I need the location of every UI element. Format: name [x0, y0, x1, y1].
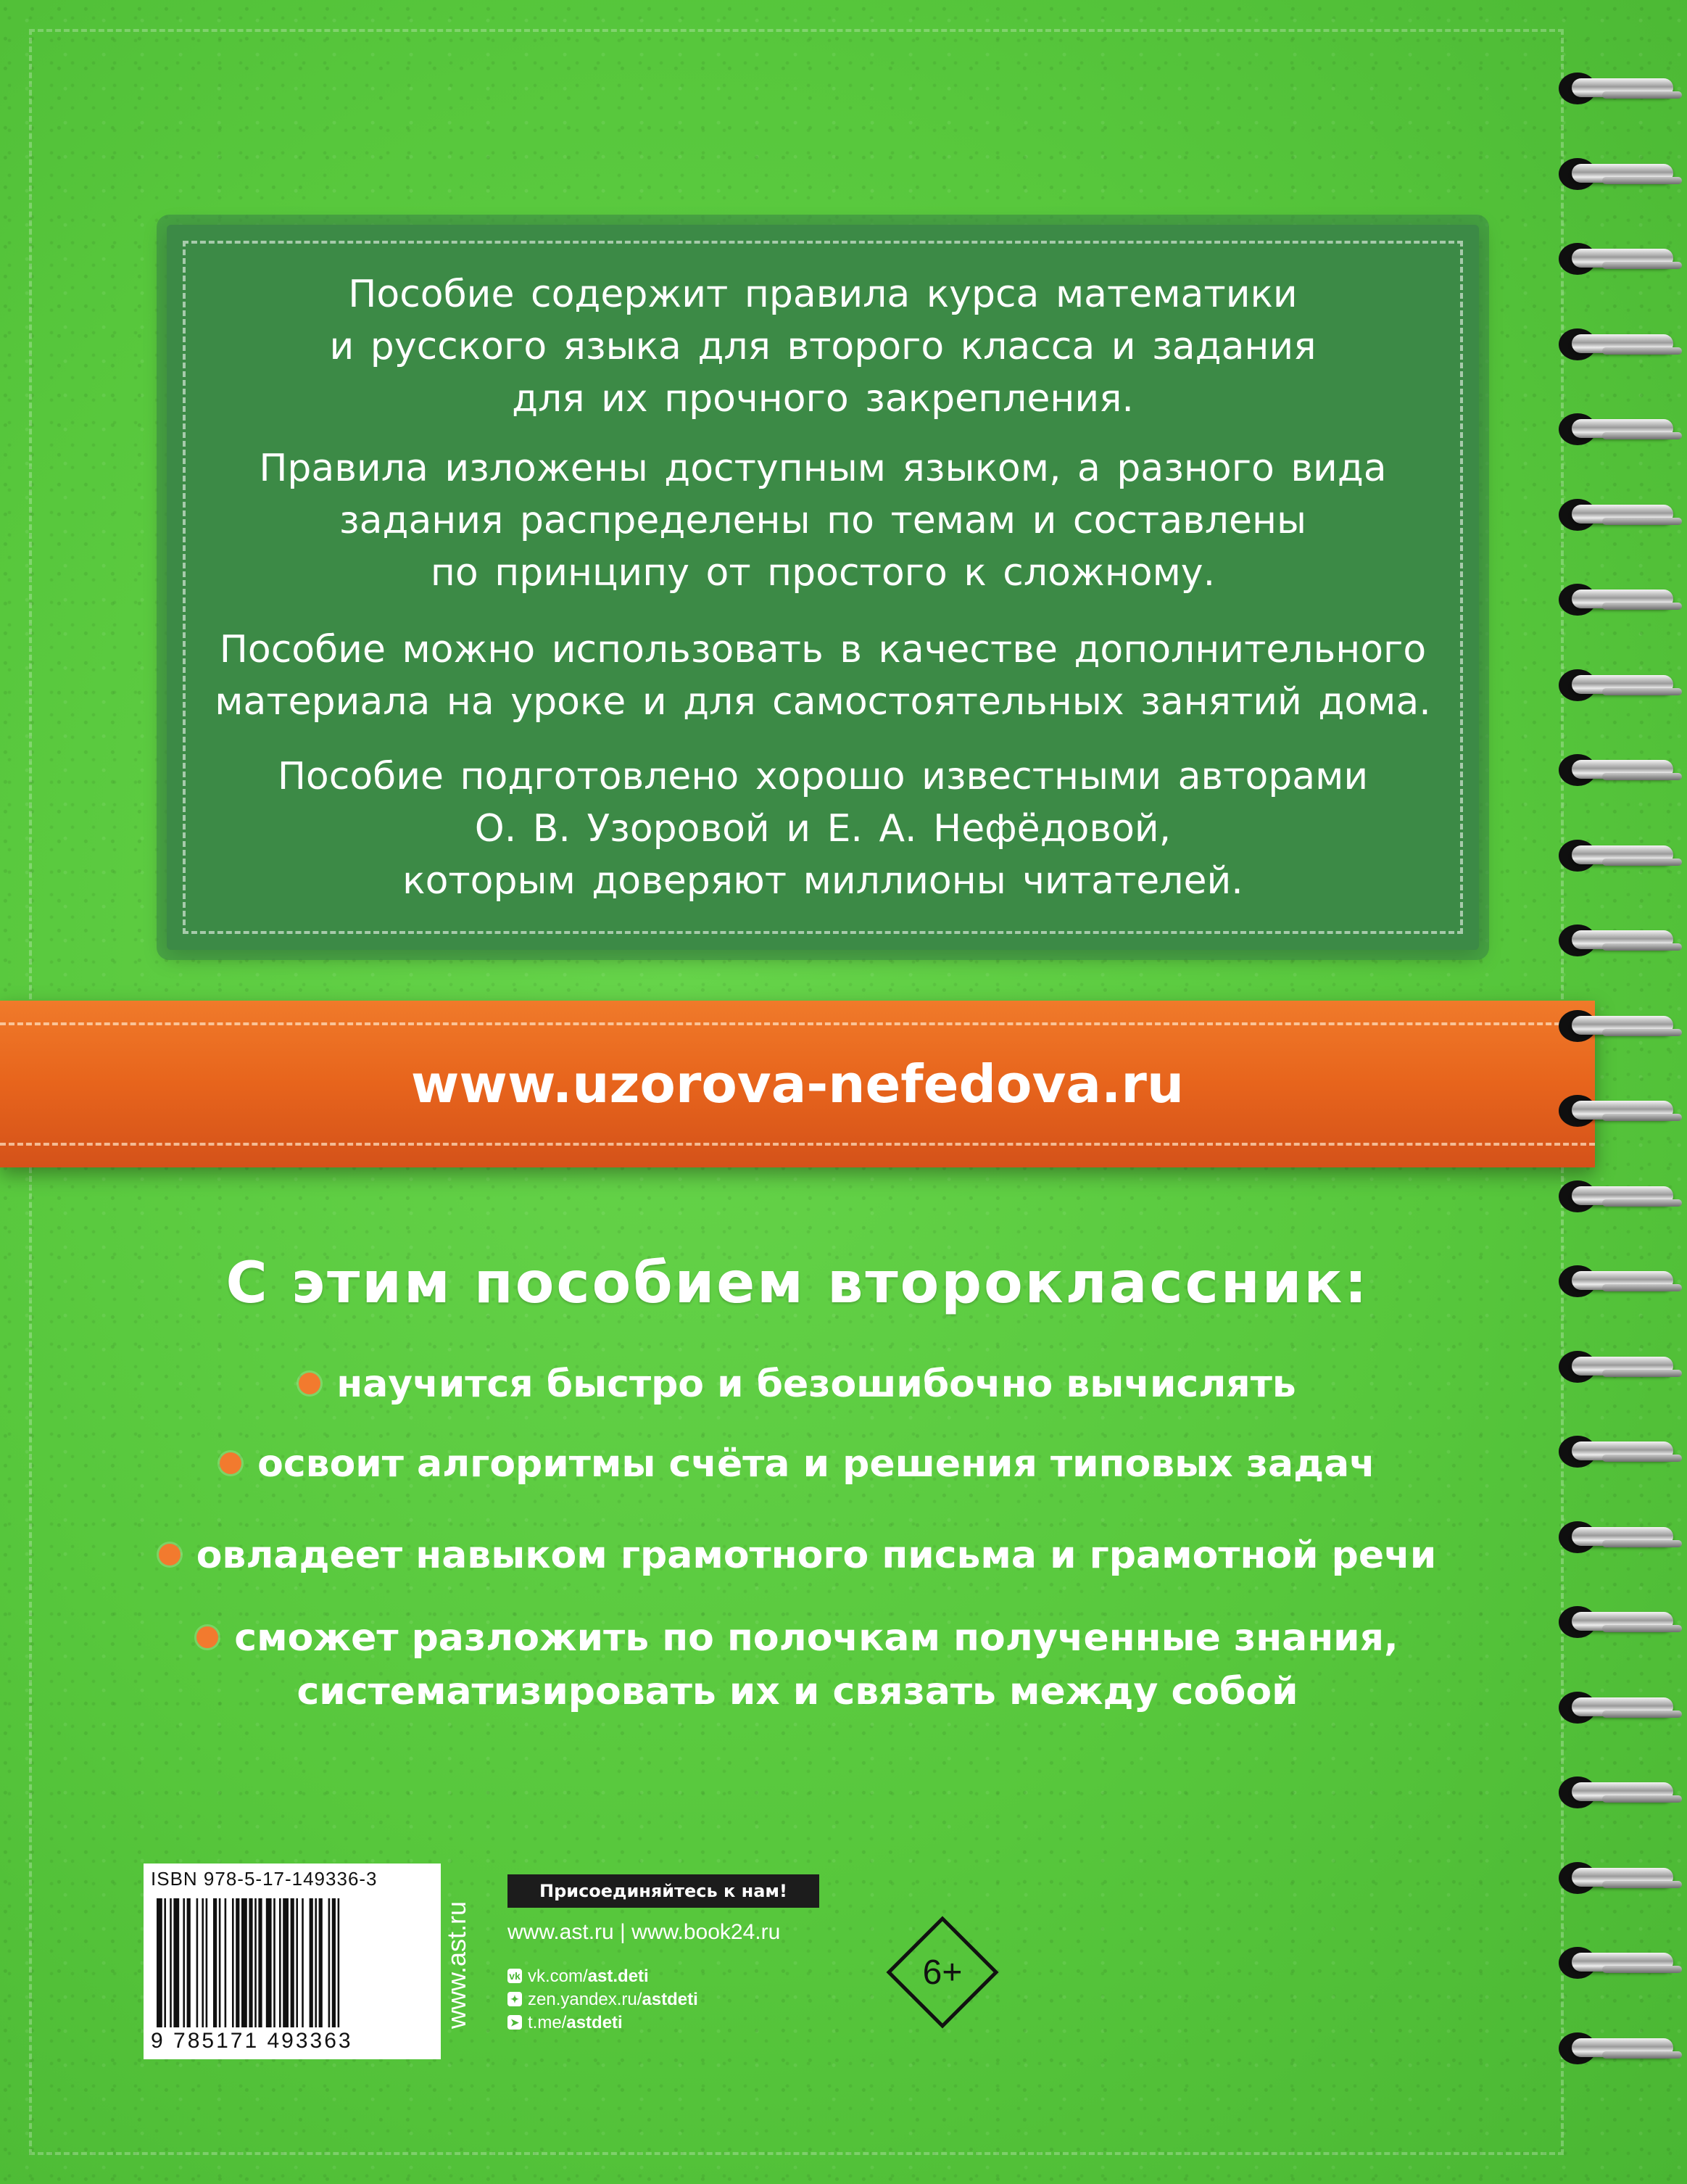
ring-wire-lower: [1602, 1370, 1682, 1377]
spiral-ring: [1559, 1091, 1675, 1133]
barcode-bar: [310, 1898, 313, 2027]
spiral-ring: [1559, 154, 1675, 196]
barcode-bar: [254, 1898, 257, 2027]
ring-wire-lower: [1602, 1966, 1682, 1973]
benefits-title: С этим пособием второклассник:: [225, 1251, 1369, 1316]
barcode-bar: [332, 1898, 336, 2027]
barcode-bar: [273, 1898, 275, 2027]
barcode-bar: [164, 1898, 166, 2027]
barcode-bar: [187, 1898, 191, 2027]
ring-wire-lower: [1602, 1199, 1682, 1207]
spiral-ring: [1559, 835, 1675, 877]
barcode-bar: [283, 1898, 289, 2027]
ring-wire-lower: [1602, 1455, 1682, 1462]
ring-wire-lower: [1602, 1284, 1682, 1291]
isbn-text: ISBN 978-5-17-149336-3: [151, 1868, 378, 1890]
ring-wire-lower: [1602, 603, 1682, 610]
join-us-label: Присоединяйтесь к нам!: [507, 1874, 819, 1908]
description-paragraph-2: Правила изложены доступным языком, а разного вида задания распределены по темам и составлены по принципу от простого к сложному.: [259, 447, 1387, 595]
bullet-dot-icon: [220, 1452, 241, 1474]
age-rating-badge: [884, 1914, 1000, 2030]
benefit-item: освоит алгоритмы счёта и решения типовых задач: [0, 1437, 1595, 1491]
description-panel: [167, 225, 1479, 950]
barcode-bar: [236, 1898, 239, 2027]
description-paragraph-1: Пособие содержит правила курса математики и русского языка для второго класса и задания для их прочного закрепления.: [329, 273, 1317, 421]
ring-wire-lower: [1602, 177, 1682, 184]
barcode-bar: [241, 1898, 247, 2027]
spiral-ring: [1559, 1772, 1675, 1814]
spiral-ring: [1559, 239, 1675, 281]
ring-wire-lower: [1602, 1625, 1682, 1632]
benefit-item: научится быстро и безошибочно вычислять: [0, 1357, 1595, 1411]
barcode-bar: [266, 1898, 272, 2027]
ring-wire-lower: [1602, 262, 1682, 269]
spiral-ring: [1559, 1943, 1675, 1985]
telegram-icon: ➤: [507, 2015, 522, 2030]
spiral-ring: [1559, 1431, 1675, 1473]
barcode-bar: [206, 1898, 208, 2027]
barcode-bar: [338, 1898, 340, 2027]
spiral-ring: [1559, 495, 1675, 537]
spiral-ring: [1559, 579, 1675, 621]
barcode-bar: [183, 1898, 185, 2027]
barcode-bar: [225, 1898, 227, 2027]
age-rating-text: 6+: [922, 1953, 963, 1992]
spiral-ring: [1559, 750, 1675, 792]
barcode-bar: [302, 1898, 304, 2027]
barcode-bar: [279, 1898, 281, 2027]
barcode-number: 9 785171 493363: [151, 2029, 353, 2053]
description-paragraph-4: Пособие подготовлено хорошо известными авторами О. В. Узоровой и Е. А. Нефёдовой, которым доверяют миллионы читателей.: [277, 755, 1369, 903]
spiral-ring: [1559, 68, 1675, 110]
bullet-dot-icon: [299, 1373, 320, 1394]
social-link-zen[interactable]: ✦ zen.yandex.ru/astdeti: [507, 1990, 698, 2010]
barcode-bar: [319, 1898, 323, 2027]
barcode-bar: [291, 1898, 294, 2027]
bullet-dot-icon: [196, 1626, 218, 1648]
ring-wire-lower: [1602, 432, 1682, 439]
ring-wire-lower: [1602, 2051, 1682, 2059]
vk-icon: vk: [507, 1969, 522, 1983]
spiral-ring: [1559, 1687, 1675, 1729]
spiral-ring: [1559, 1261, 1675, 1303]
barcode-bar: [315, 1898, 317, 2027]
ring-wire-lower: [1602, 859, 1682, 866]
barcode-bar: [157, 1898, 162, 2027]
benefit-item: сможет разложить по полочкам полученные знания, систематизировать их и связать между собой: [0, 1611, 1595, 1718]
spiral-ring: [1559, 1517, 1675, 1559]
barcode-bar: [219, 1898, 221, 2027]
social-link-vk[interactable]: vk vk.com/ast.deti: [507, 1966, 649, 1987]
publisher-site-vertical: www.ast.ru: [442, 1900, 471, 2030]
ring-wire-lower: [1602, 1540, 1682, 1547]
ring-wire-lower: [1602, 1029, 1682, 1036]
ring-wire-lower: [1602, 1881, 1682, 1888]
barcode-bar: [202, 1898, 204, 2027]
barcode-bar: [258, 1898, 262, 2027]
spiral-ring: [1559, 409, 1675, 451]
barcode-bar: [213, 1898, 217, 2027]
barcode-bar: [170, 1898, 172, 2027]
barcode-bar: [296, 1898, 298, 2027]
zen-icon: ✦: [507, 1992, 522, 2006]
description-paragraph-3: Пособие можно использовать в качестве дополнительного материала на уроке и для самостоятельных занятий дома.: [215, 628, 1431, 724]
spiral-ring: [1559, 920, 1675, 962]
barcode-bar: [249, 1898, 252, 2027]
barcode-icon: [154, 1898, 431, 2027]
spiral-ring: [1559, 324, 1675, 366]
spiral-ring: [1559, 1347, 1675, 1389]
ring-wire-lower: [1602, 688, 1682, 695]
ring-wire-lower: [1602, 347, 1682, 355]
ring-wire-lower: [1602, 943, 1682, 951]
barcode-bar: [328, 1898, 331, 2027]
publisher-sites[interactable]: www.ast.ru | www.book24.ru: [507, 1920, 781, 1944]
social-link-telegram[interactable]: ➤ t.me/astdeti: [507, 2013, 623, 2033]
ring-wire-lower: [1602, 518, 1682, 525]
spiral-ring: [1559, 1602, 1675, 1644]
ring-wire-lower: [1602, 773, 1682, 780]
spiral-ring: [1559, 2028, 1675, 2070]
isbn-barcode-box: [144, 1864, 441, 2059]
barcode-bar: [173, 1898, 179, 2027]
bullet-dot-icon: [159, 1544, 181, 1565]
website-link[interactable]: www.uzorova-nefedova.ru: [410, 1054, 1185, 1114]
spiral-ring: [1559, 1006, 1675, 1048]
website-band: [0, 1001, 1595, 1167]
ring-wire-lower: [1602, 1114, 1682, 1121]
spiral-ring: [1559, 1858, 1675, 1900]
barcode-bar: [196, 1898, 199, 2027]
spiral-ring: [1559, 1176, 1675, 1218]
spiral-ring: [1559, 665, 1675, 707]
ring-wire-lower: [1602, 91, 1682, 99]
ring-wire-lower: [1602, 1711, 1682, 1718]
barcode-bar: [232, 1898, 234, 2027]
ring-wire-lower: [1602, 1795, 1682, 1803]
benefit-item: овладеет навыком грамотного письма и грамотной речи: [0, 1529, 1595, 1582]
